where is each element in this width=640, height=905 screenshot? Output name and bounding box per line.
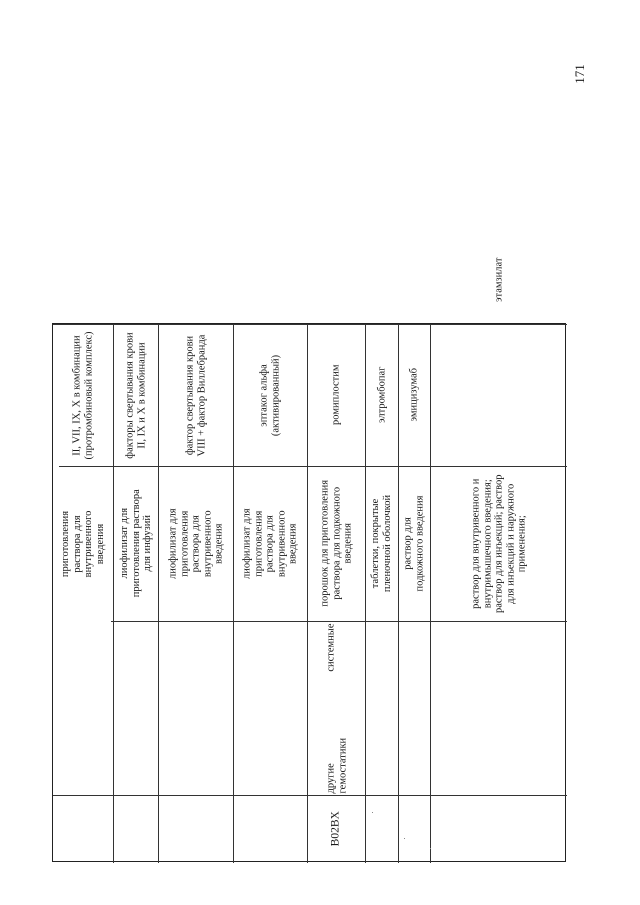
page-number: 171 — [572, 64, 587, 84]
drug-name: этамзилат — [492, 257, 504, 303]
dosage-form-cell — [398, 466, 430, 621]
dosage-form: таблетки, покрытые пленочной оболочкой — [370, 494, 393, 593]
drug-name: II, VII, IX, X в комбинации (протромбиновый комплекс) — [71, 331, 94, 460]
table-row — [233, 324, 307, 466]
dosage-form: раствор для внутривенного и внутримышечного введения; раствор для инъекций; раствор для инъекций и наружного применения; — [469, 474, 527, 613]
dosage-form-cell — [233, 466, 307, 621]
atc-code: B02BX — [329, 811, 342, 847]
dosage-form-cell — [113, 466, 158, 621]
atc-group-word: системные — [325, 623, 337, 672]
drug-name: фактор свертывания крови VIII + фактор Виллебранда — [184, 334, 207, 456]
dosage-form: приготовления раствора для внутривенного введения — [60, 510, 106, 577]
dosage-form: лиофилизат для приготовления раствора для внутривенного введения — [241, 508, 299, 579]
drug-name: факторы свертывания крови II, IX и X в комбинации — [124, 331, 147, 459]
drug-name: ромиплостим — [330, 364, 342, 426]
dosage-form: раствор для подкожного введения — [402, 495, 425, 592]
table-row — [430, 257, 567, 466]
drug-name: элтромбопаг — [375, 366, 387, 424]
table-row — [398, 324, 430, 466]
table-row — [113, 324, 158, 466]
dosage-form-cell — [158, 466, 233, 621]
table-row — [307, 324, 365, 466]
drug-name: эмицизумаб — [408, 368, 420, 422]
drug-table — [52, 257, 566, 862]
drug-name: эптаког альфа (активированный) — [258, 354, 281, 436]
scan-speck — [372, 812, 373, 813]
atc-group-cell — [307, 621, 367, 795]
atc-code-cell — [307, 795, 365, 863]
scan-speck — [430, 848, 431, 849]
dosage-form: лиофилизат для приготовления раствора для инфузий — [118, 489, 153, 598]
table-row — [53, 324, 113, 466]
table-row — [365, 324, 398, 466]
dosage-form-cell — [53, 466, 113, 621]
table-row — [158, 324, 233, 466]
dosage-form: лиофилизат для приготовления раствора для внутривенного введения — [166, 508, 224, 579]
scan-speck — [404, 838, 405, 839]
atc-group-word: гемостатики — [337, 737, 348, 793]
dosage-form-cell — [365, 466, 398, 621]
dosage-form-cell — [307, 466, 365, 621]
atc-group-name — [326, 623, 349, 793]
dosage-form-cell — [430, 466, 567, 621]
dosage-form: порошок для приготовления раствора для подкожного введения — [318, 480, 353, 607]
atc-group-word: другие — [325, 762, 337, 793]
